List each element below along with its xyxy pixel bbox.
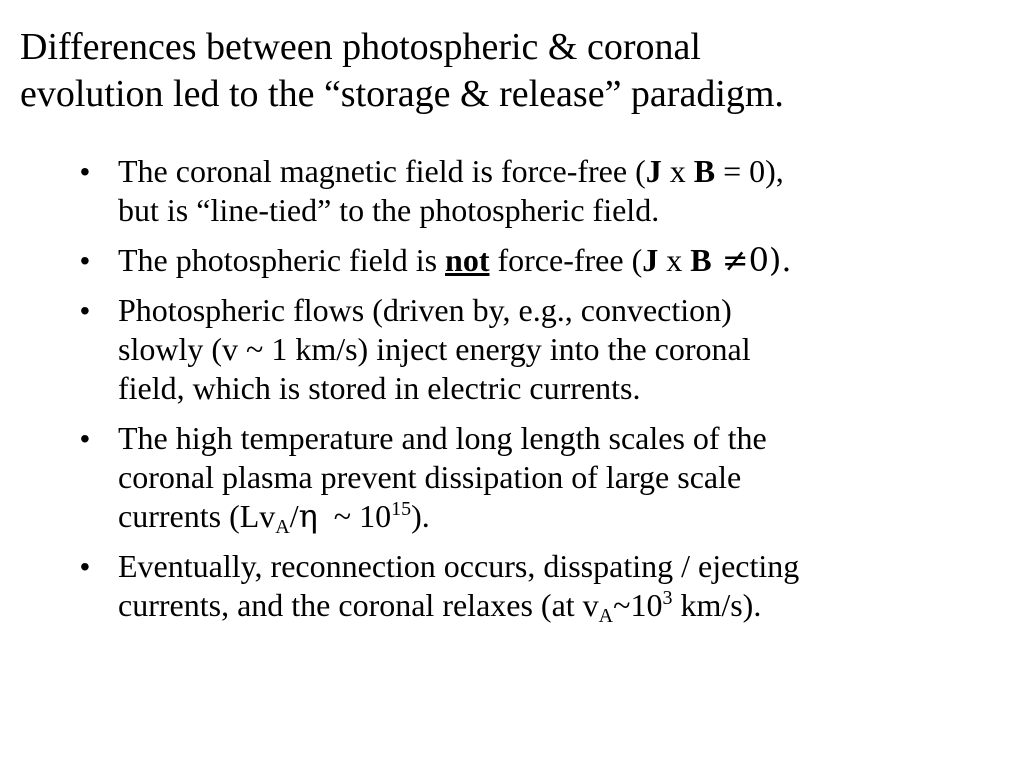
text-run: currents (Lv [118,498,276,534]
symbol-B: B [693,153,716,189]
bullet-item-high-temperature [80,419,1000,536]
bullet-item-reconnection [80,547,1000,625]
text-line: Photospheric flows (driven by, e.g., convection) [118,292,732,328]
text-run: x [661,153,694,189]
bullet-item-force-free [80,152,1000,230]
text-line: Eventually, reconnection occurs, disspating / ejecting [118,548,800,584]
bullet-icon: • [80,551,90,582]
symbol-J: J [642,242,659,278]
text-run: ≠0). [711,241,792,279]
text-line: coronal plasma prevent dissipation of large scale [118,459,742,495]
text-run: ~10 [613,587,663,623]
text-run: = 0), [715,153,784,189]
text-run: x [658,242,691,278]
text-run: currents, and the coronal relaxes (at v [118,587,599,623]
text-run: km/s). [672,587,762,623]
text-run: / [289,498,299,534]
subscript-A: A [275,516,290,538]
title-line-1: Differences between photospheric & coronal [20,26,701,68]
bullet-item-not-force-free [80,241,1000,280]
bullet-text [118,241,1000,280]
subscript-A: A [598,605,614,627]
bullet-icon: • [80,295,90,326]
superscript-15: 15 [391,498,412,520]
bullet-text [118,547,1000,625]
bullet-icon: • [80,156,90,187]
symbol-J: J [645,153,662,189]
bullet-text [118,291,1000,408]
text-run: The photospheric field is [118,242,446,278]
bullet-item-photospheric-flows [80,291,1000,408]
superscript-3: 3 [662,587,673,609]
slide-title [20,24,1000,118]
text-run: The coronal magnetic field is force-free ( [118,153,646,189]
bullet-text [118,419,1000,536]
bullet-icon: • [80,245,90,276]
bullet-text [118,152,1000,230]
text-run: ~ 10 [317,498,392,534]
title-line-2: evolution led to the “storage & release” paradigm. [20,73,784,115]
symbol-B: B [690,242,712,278]
text-run: ). [411,498,430,534]
emphasis-not: not [445,242,490,278]
text-line: field, which is stored in electric currents. [118,370,641,406]
symbol-eta: η [298,497,318,535]
text-run: force-free ( [489,242,643,278]
text-line: The high temperature and long length scales of the [118,420,767,456]
bullet-icon: • [80,423,90,454]
bullet-list [80,152,1000,636]
text-run: but is “line-tied” to the photospheric field. [118,192,660,228]
text-line: slowly (v ~ 1 km/s) inject energy into the coronal [118,331,751,367]
